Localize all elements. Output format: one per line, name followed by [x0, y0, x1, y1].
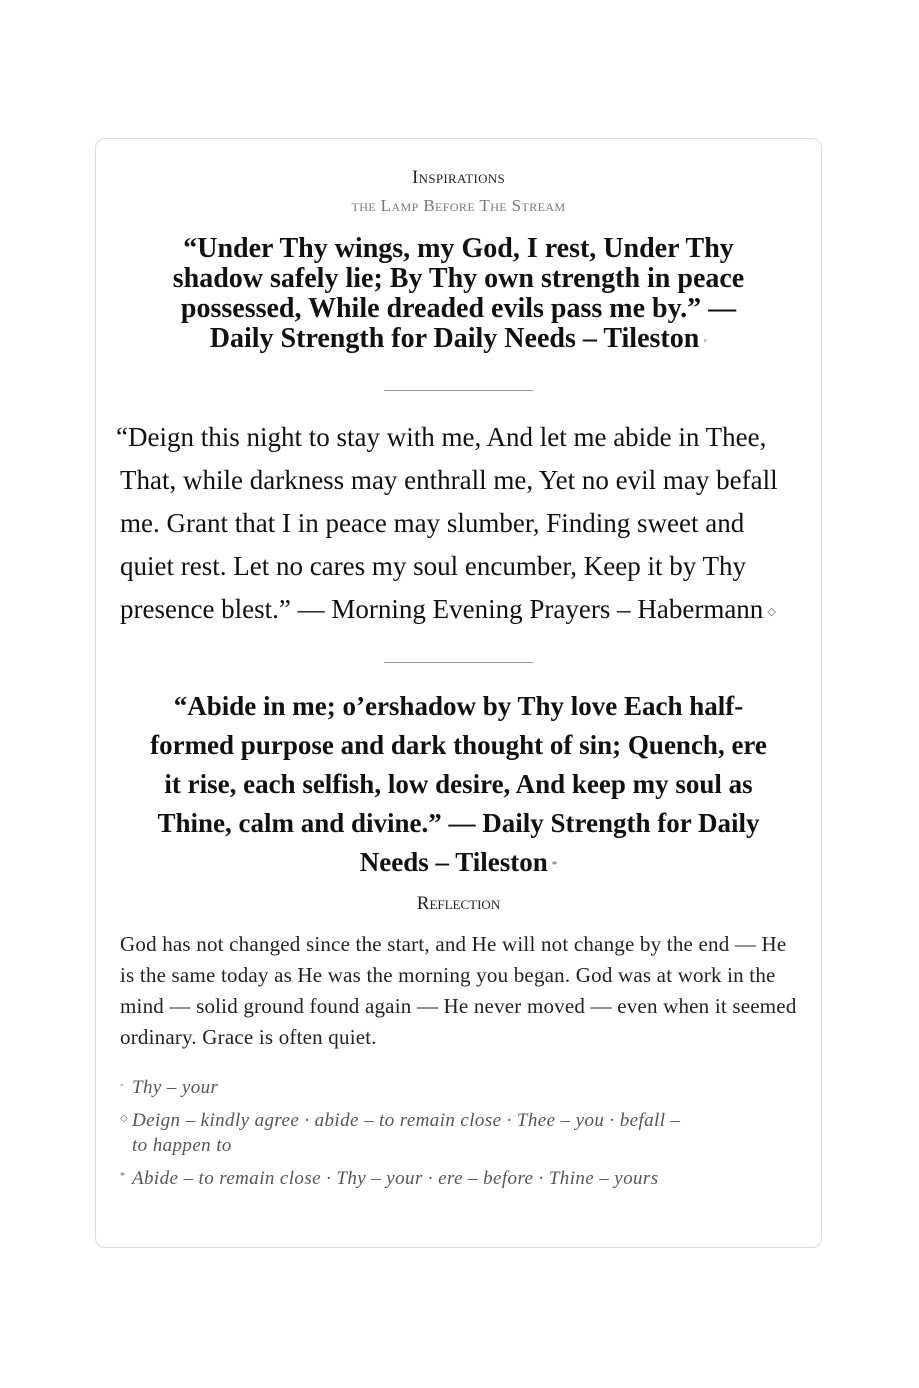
footnote-3-text: Abide – to remain close · Thy – your · ere – before · Thine – yours — [132, 1168, 659, 1189]
footnote-1 — [120, 1075, 797, 1100]
quote-1-footnote-marker: ◦ — [703, 335, 708, 347]
footnote-2 — [120, 1108, 797, 1158]
card-header — [96, 167, 821, 217]
page-subtitle: the Lamp Before The Stream — [351, 196, 566, 215]
section-divider — [384, 662, 533, 663]
footnote-3 — [120, 1166, 797, 1191]
quote-2 — [116, 416, 801, 634]
quote-3-footnote-marker: * — [551, 859, 558, 871]
footnotes — [120, 1075, 797, 1191]
footnote-2-text: Deign – kindly agree · abide – to remain close · Thee – you · befall – to happen to — [132, 1110, 681, 1156]
footnote-3-marker: * — [120, 1171, 126, 1182]
reflection-heading: Reflection — [416, 893, 501, 914]
quote-3-text: “Abide in me; o’ershadow by Thy love Each half-formed purpose and dark thought of sin; Quench, ere it rise, each selfish, low desire, And keep my soul as Thine, calm and divine.” — Daily Strength for Daily Needs – Tileston — [150, 691, 767, 877]
section-divider — [384, 390, 533, 391]
reflection-body: God has not changed since the start, and He will not change by the end — He is the same today as He was the morning you began. God was at work in the mind — solid ground found again — He never moved — even when it seemed ordinary. Grace is often quiet. — [120, 932, 797, 1049]
quote-3 — [146, 687, 771, 885]
footnote-2-marker: ◇ — [120, 1113, 129, 1124]
quote-1-text: “Under Thy wings, my God, I rest, Under Thy shadow safely lie; By Thy own strength in peace possessed, While dreaded evils pass me by.” — Daily Strength for Daily Needs – Tileston — [172, 233, 745, 354]
quote-1 — [146, 234, 771, 356]
devotional-card — [95, 138, 822, 1248]
page-title: Inspirations — [412, 167, 505, 188]
quote-2-text: “Deign this night to stay with me, And let me abide in Thee, That, while darkness may enthrall me, Yet no evil may befall me. Grant that I in peace may slumber, Finding sweet and quiet rest. Let no cares my soul encumber, Keep it by Thy presence blest.” — Morning Evening Prayers – Habermann — [116, 422, 778, 624]
footnote-1-marker: ◦ — [120, 1080, 124, 1091]
quote-2-footnote-marker: ◇ — [767, 606, 776, 618]
footnote-1-text: Thy – your — [132, 1077, 219, 1098]
